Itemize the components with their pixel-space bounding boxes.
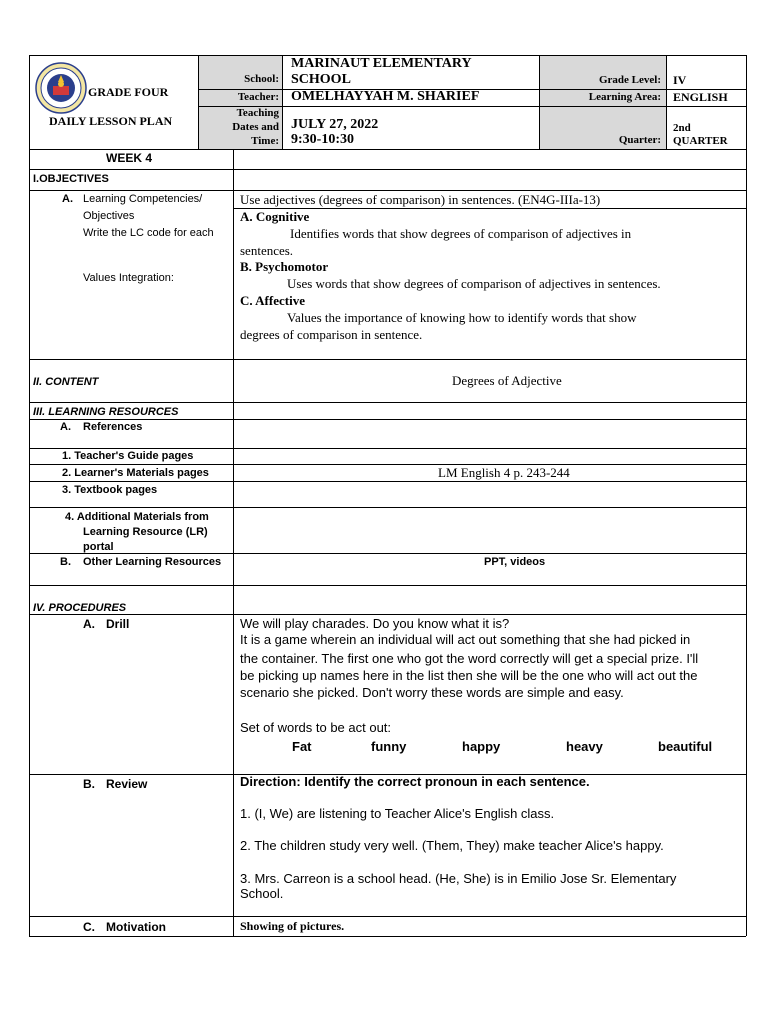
other-resources-letter: B.: [60, 556, 71, 568]
learning-area-label: Learning Area:: [588, 91, 661, 103]
objectives-heading: I.OBJECTIVES: [33, 173, 109, 185]
lc-letter: A.: [62, 193, 73, 205]
quarter-value-2: QUARTER: [673, 135, 728, 147]
drill-line-4: be picking up names here in the list then she will be the one who will act out the: [240, 668, 698, 683]
grade-level-label: Grade Level:: [598, 74, 661, 86]
quarter-label: Quarter:: [618, 134, 661, 146]
additional-materials-line3: portal: [83, 541, 114, 553]
dates-label-2: Dates and: [232, 121, 279, 133]
additional-materials-line2: Learning Resource (LR): [83, 526, 208, 538]
review-item-3-line2: School.: [240, 886, 284, 901]
word-funny: funny: [371, 739, 407, 754]
teachers-guide-label: 1. Teacher's Guide pages: [62, 450, 194, 462]
word-happy: happy: [462, 739, 501, 754]
teacher-name: OMELHAYYAH M. SHARIEF: [291, 89, 480, 104]
drill-line-3: the container. The first one who got the word correctly will get a special prize. I'll: [240, 651, 699, 666]
teacher-label: Teacher:: [237, 91, 279, 103]
references-letter: A.: [60, 421, 71, 433]
cognitive-text-2: sentences.: [240, 243, 294, 258]
dates-label-1: Teaching: [236, 107, 279, 119]
cognitive-title: A. Cognitive: [240, 209, 310, 224]
drill-letter: A.: [83, 617, 95, 631]
affective-text-1: Values the importance of knowing how to identify words that show: [287, 310, 637, 325]
set-words-label: Set of words to be act out:: [240, 720, 392, 735]
values-integration-label: Values Integration:: [83, 272, 174, 284]
plan-title: DAILY LESSON PLAN: [49, 114, 173, 128]
word-heavy: heavy: [566, 739, 603, 754]
other-resources-label: Other Learning Resources: [83, 556, 222, 568]
deped-seal-logo: [35, 62, 87, 114]
week-label: WEEK 4: [106, 151, 153, 165]
learners-materials-value: LM English 4 p. 243-244: [438, 465, 570, 480]
procedures-heading: IV. PROCEDURES: [33, 602, 127, 614]
psychomotor-text: Uses words that show degrees of comparison of adjectives in sentences.: [287, 276, 661, 291]
quarter-value-1: 2nd: [673, 122, 691, 134]
lc-text: Use adjectives (degrees of comparison) in sentences. (EN4G-IIIa-13): [240, 192, 601, 207]
word-beautiful: beautiful: [658, 739, 713, 754]
motivation-value: Showing of pictures.: [240, 919, 345, 933]
drill-label: Drill: [106, 617, 130, 631]
learners-materials-label: 2. Learner's Materials pages: [62, 467, 209, 479]
textbook-pages-label: 3. Textbook pages: [62, 484, 158, 496]
drill-line-1: We will play charades. Do you know what it is?: [240, 616, 510, 631]
affective-text-2: degrees of comparison in sentence.: [240, 327, 423, 342]
motivation-label: Motivation: [106, 920, 166, 934]
review-item-2: 2. The children study very well. (Them, They) make teacher Alice's happy.: [240, 838, 664, 853]
review-item-1: 1. (I, We) are listening to Teacher Alice's English class.: [240, 806, 555, 821]
resources-heading: III. LEARNING RESOURCES: [33, 406, 179, 418]
drill-line-2: It is a game wherein an individual will act out something that she had picked in: [240, 632, 691, 647]
review-label: Review: [106, 777, 148, 791]
learning-area-value: ENGLISH: [673, 90, 728, 104]
teaching-date: JULY 27, 2022: [291, 117, 379, 132]
cognitive-text-1: Identifies words that show degrees of comparison of adjectives in: [290, 226, 632, 241]
drill-line-5: scenario she picked. Don't worry these words are simple and easy.: [240, 685, 624, 700]
grade-level-value: IV: [673, 73, 687, 87]
dates-label-3: Time:: [251, 135, 279, 147]
word-fat: Fat: [292, 739, 312, 754]
review-item-3-line1: 3. Mrs. Carreon is a school head. (He, She) is in Emilio Jose Sr. Elementary: [240, 871, 677, 886]
lc-label-line3: Write the LC code for each: [83, 227, 214, 239]
other-resources-value: PPT, videos: [484, 556, 546, 568]
grade-title: GRADE FOUR: [88, 85, 169, 99]
review-letter: B.: [83, 777, 95, 791]
school-label: School:: [244, 73, 279, 85]
psychomotor-title: B. Psychomotor: [240, 259, 329, 274]
school-name-line1: MARINAUT ELEMENTARY: [291, 56, 472, 71]
content-value: Degrees of Adjective: [452, 373, 562, 388]
additional-materials-line1: 4. Additional Materials from: [65, 511, 209, 523]
lc-label-line1: Learning Competencies/: [83, 193, 203, 205]
references-label: References: [83, 421, 143, 433]
lc-label-line2: Objectives: [83, 210, 135, 222]
review-direction: Direction: Identify the correct pronoun in each sentence.: [240, 774, 590, 789]
school-name-line2: SCHOOL: [291, 72, 351, 87]
content-heading: II. CONTENT: [33, 376, 99, 388]
motivation-letter: C.: [83, 920, 95, 934]
affective-title: C. Affective: [240, 293, 305, 308]
teaching-time: 9:30-10:30: [291, 132, 354, 147]
